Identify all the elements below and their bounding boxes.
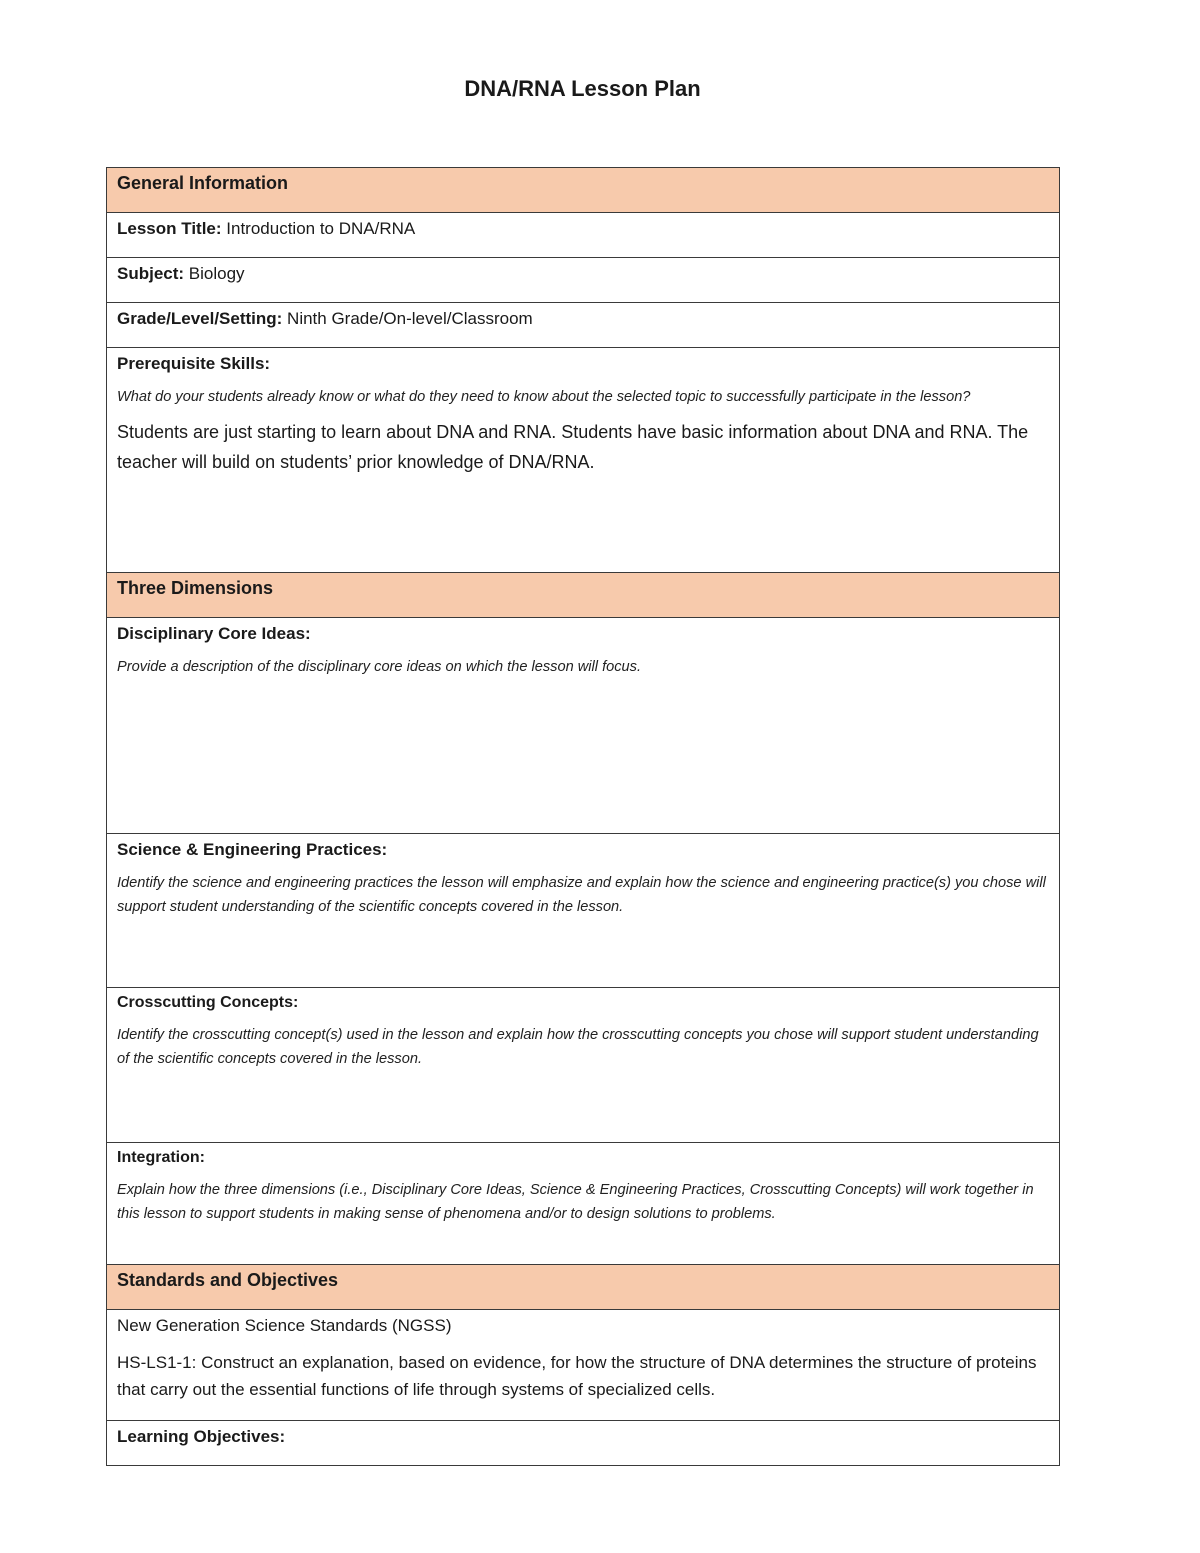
general-info-header: General Information xyxy=(107,168,1060,213)
prereq-label: Prerequisite Skills: xyxy=(117,354,271,373)
section-header-three-dimensions xyxy=(107,573,1060,618)
lesson-title-label: Lesson Title: xyxy=(117,219,222,238)
objectives-cell xyxy=(107,1421,1060,1466)
sep-label: Science & Engineering Practices: xyxy=(117,840,388,859)
integration-label: Integration: xyxy=(117,1149,205,1166)
row-sep xyxy=(107,834,1060,988)
prerequisite-cell xyxy=(107,348,1060,573)
ngss-text: Construct an explanation, based on evidence, for how the structure of DNA determines the structure of proteins that carry out the essential functions of life through systems of specialized cells. xyxy=(117,1352,1037,1399)
ngss-title: New Generation Science Standards (NGSS) xyxy=(117,1316,452,1335)
section-header-standards xyxy=(107,1265,1060,1310)
grade-label: Grade/Level/Setting: xyxy=(117,309,283,328)
prereq-answer: Students are just starting to learn about DNA and RNA. Students have basic information about DNA and RNA. The teacher will build on students’ prior knowledge of DNA/RNA. xyxy=(117,421,1029,472)
row-lesson-title xyxy=(107,213,1060,258)
grade-value: Ninth Grade/On-level/Classroom xyxy=(282,309,533,328)
row-subject xyxy=(107,258,1060,303)
section-header-general xyxy=(107,168,1060,213)
subject-cell xyxy=(107,258,1060,303)
lesson-title-cell xyxy=(107,213,1060,258)
lesson-title-value: Introduction to DNA/RNA xyxy=(221,219,416,238)
row-integration xyxy=(107,1143,1060,1265)
subject-value: Biology xyxy=(184,264,245,283)
prereq-prompt: What do your students already know or what do they need to know about the selected topic to successfully participate in the lesson? xyxy=(117,388,971,405)
dci-prompt: Provide a description of the disciplinary core ideas on which the lesson will focus. xyxy=(117,658,642,675)
document-title: DNA/RNA Lesson Plan xyxy=(464,76,701,101)
subject-label: Subject: xyxy=(117,264,185,283)
row-objectives xyxy=(107,1421,1060,1466)
sep-cell xyxy=(107,834,1060,988)
ccc-label: Crosscutting Concepts: xyxy=(117,994,299,1011)
ccc-cell xyxy=(107,988,1060,1143)
row-ngss xyxy=(107,1310,1060,1421)
row-prerequisite xyxy=(107,348,1060,573)
ngss-standard xyxy=(117,1349,1049,1403)
row-ccc xyxy=(107,988,1060,1143)
three-dimensions-header: Three Dimensions xyxy=(107,573,1060,618)
lesson-plan-table xyxy=(106,167,1060,1466)
objectives-label: Learning Objectives: xyxy=(117,1427,286,1446)
integration-prompt: Explain how the three dimensions (i.e., Disciplinary Core Ideas, Science & Engineering Practices, Crosscutting Concepts) will work together in this lesson to support students in making sense of phenomena and/or to design solutions to problems. xyxy=(117,1182,1034,1223)
row-dci xyxy=(107,618,1060,834)
integration-cell xyxy=(107,1143,1060,1265)
ccc-prompt: Identify the crosscutting concept(s) used in the lesson and explain how the crosscutting concepts you chose will support student understanding of the scientific concepts covered in the lesson. xyxy=(117,1027,1039,1068)
sep-prompt: Identify the science and engineering practices the lesson will emphasize and explain how the science and engineering practice(s) you chose will support student understanding of the scientific concepts covered in the lesson. xyxy=(117,874,1046,915)
standards-header: Standards and Objectives xyxy=(107,1265,1060,1310)
ngss-cell xyxy=(107,1310,1060,1421)
dci-label: Disciplinary Core Ideas: xyxy=(117,624,311,643)
ngss-code: HS-LS1-1: xyxy=(117,1352,197,1372)
dci-cell xyxy=(107,618,1060,834)
row-grade xyxy=(107,303,1060,348)
grade-cell xyxy=(107,303,1060,348)
